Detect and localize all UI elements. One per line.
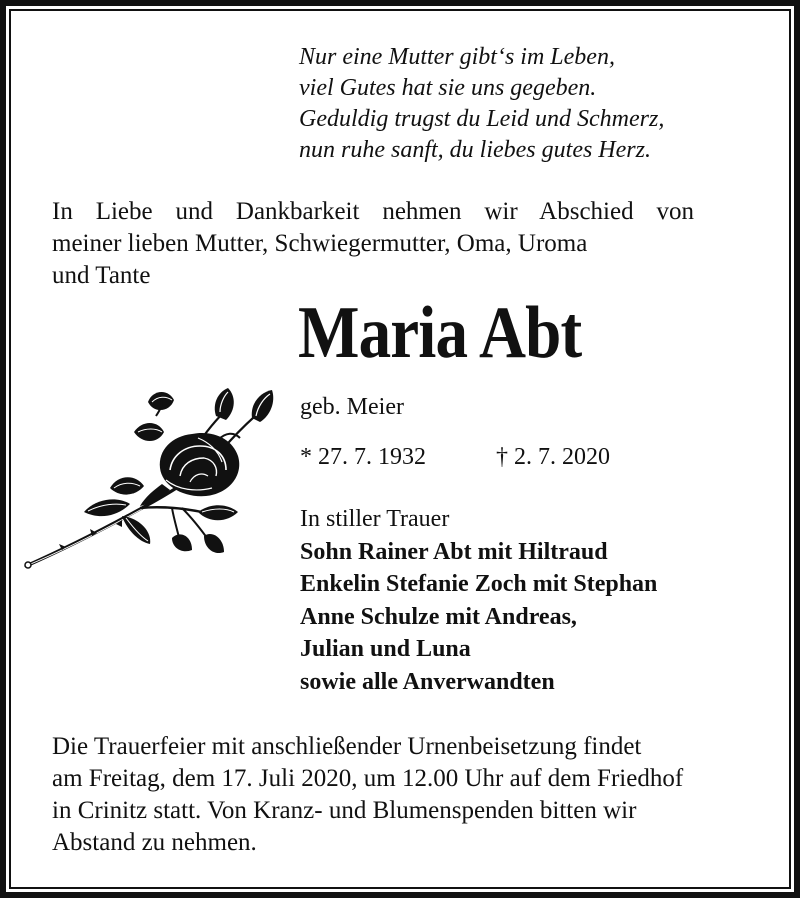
death-date: † 2. 7. 2020 — [496, 444, 610, 470]
deceased-name: Maria Abt — [298, 292, 582, 374]
mourning-heading: In stiller Trauer — [300, 506, 450, 532]
mourner-line: Julian und Luna — [300, 636, 471, 662]
birth-date: * 27. 7. 1932 — [300, 444, 426, 470]
mourners-block — [300, 503, 657, 698]
intro-line: und Tante — [52, 262, 151, 289]
funeral-notice — [52, 731, 752, 859]
rose-icon — [22, 380, 278, 570]
poem-line: viel Gutes hat sie uns gegeben. — [299, 75, 597, 101]
intro-line: In Liebe und Dankbarkeit nehmen wir Abschied von — [52, 198, 694, 225]
intro-line: meiner lieben Mutter, Schwiegermutter, Oma, Uroma — [52, 230, 588, 257]
mourner-line: Anne Schulze mit Andreas, — [300, 603, 577, 630]
poem-line: Geduldig trugst du Leid und Schmerz, — [299, 106, 665, 132]
funeral-line: in Crinitz statt. Von Kranz- und Blumenspenden bitten wir — [52, 797, 637, 824]
funeral-line: Die Trauerfeier mit anschließender Urnenbeisetzung findet — [52, 733, 642, 760]
farewell-intro — [52, 196, 694, 292]
poem-line: nun ruhe sanft, du liebes gutes Herz. — [299, 137, 651, 163]
mourner-line: Sohn Rainer Abt mit Hiltraud — [300, 538, 608, 565]
mourner-line: Enkelin Stefanie Zoch mit Stephan — [300, 571, 658, 597]
funeral-line: am Freitag, dem 17. Juli 2020, um 12.00 Uhr auf dem Friedhof — [52, 765, 684, 792]
maiden-name: geb. Meier — [300, 394, 404, 420]
poem-line: Nur eine Mutter gibt‘s im Leben, — [299, 44, 615, 70]
memorial-poem — [299, 42, 664, 166]
mourner-line: sowie alle Anverwandten — [300, 668, 555, 695]
funeral-line: Abstand zu nehmen. — [52, 829, 257, 856]
